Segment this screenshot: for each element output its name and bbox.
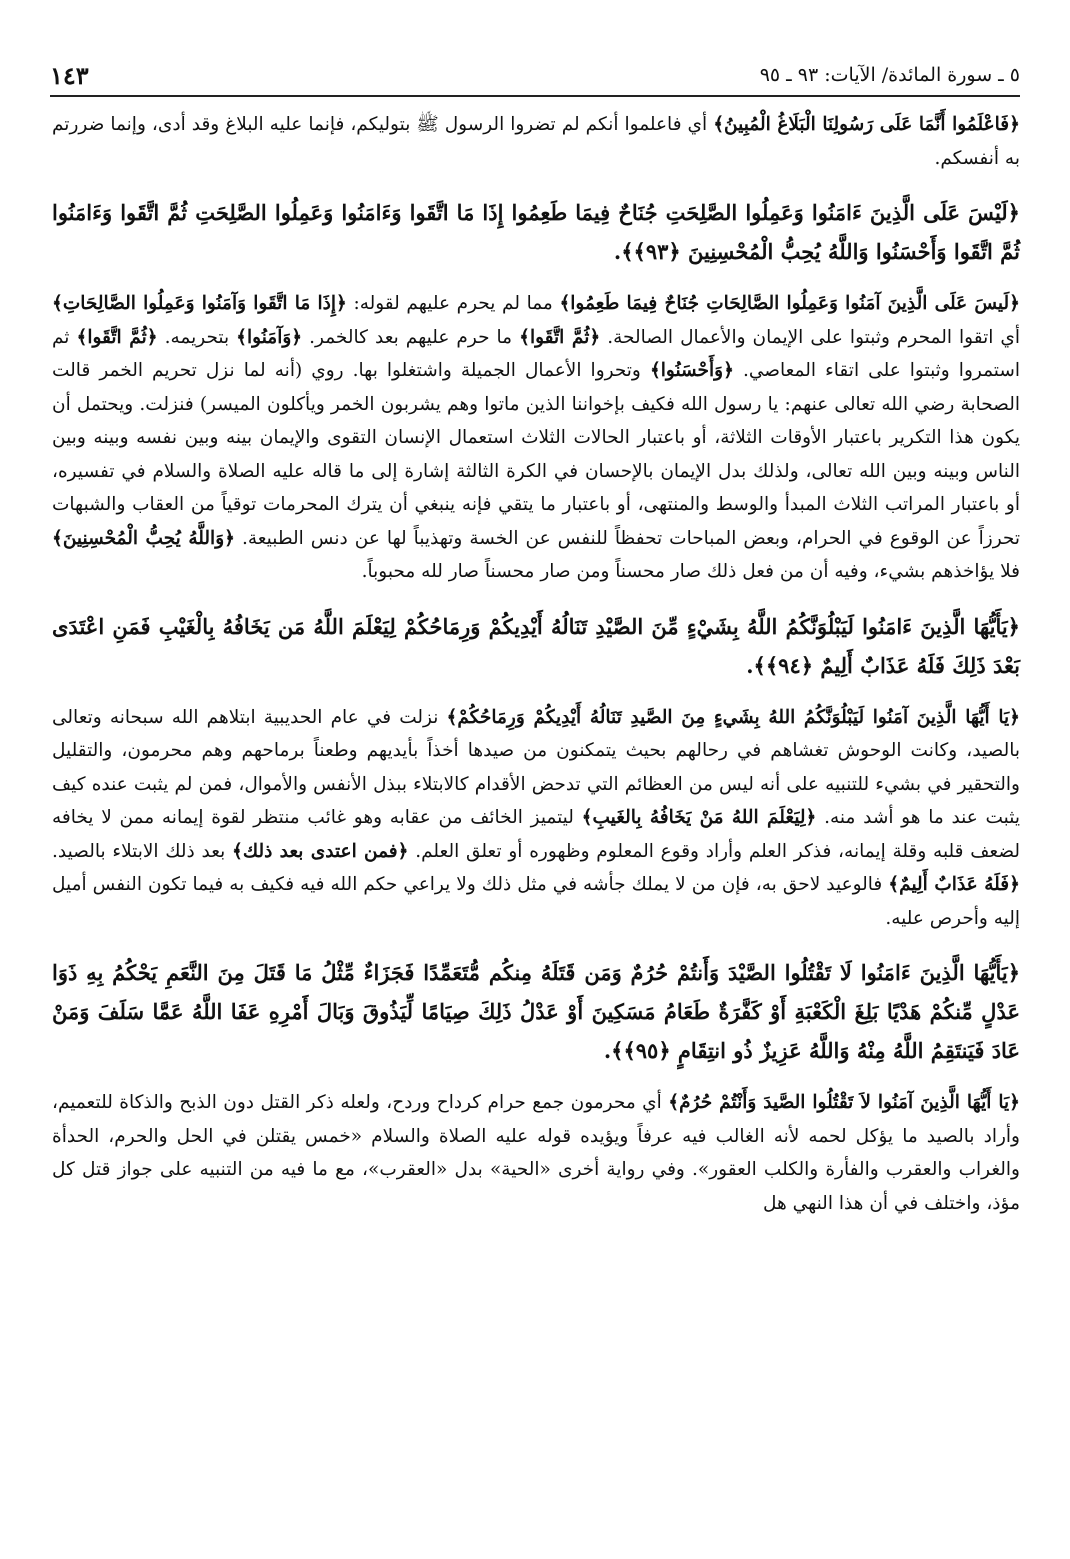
verse-93: ﴿لَيْسَ عَلَى الَّذِينَ ءَامَنُوا وَعَمِلُوا الصَّلِحَتِ جُنَاحٌ فِيمَا طَعِمُوا إِذَا مَا اتَّقَوا وَءَامَنُوا وَعَمِلُوا الصَّلِحَتِ ثُمَّ اتَّقَوا وَءَامَنُوا ثُمَّ اتَّقَوا وَأَحْسَنُوا وَاللَّهُ يُحِبُّ الْمُحْسِنِينَ ﴿٩٣﴾﴾. [52,200,1020,264]
quran-quote: ﴿يَا أَيُّهَا الَّذِينَ آمَنُوا لاَ تَقْتُلُوا الصَّيدَ وَأَنْتُمْ حُرُمٌ﴾ [668,1092,1020,1113]
quran-quote: ﴿وَاللَّهُ يُحِبُّ الْمُحْسِنِينَ﴾ [52,527,235,549]
commentary-text: بعد ذلك الابتلاء بالصيد. [52,840,233,862]
quran-quote: ﴿فمن اعتدى بعد ذلك﴾ [232,840,409,862]
quran-quote: ﴿يَا أَيُّهَا الَّذِينَ آمَنُوا لَيَبْلُوَنَّكُمُ اللهُ بِشَيءٍ مِنَ الصَّيدِ تَنَالُهُ أَيْدِيكُمْ وَرِمَاحُكُمْ﴾ [446,706,1020,728]
commentary-paragraph-4 [52,1086,1020,1220]
commentary-text: فالوعيد لاحق به، فإن من لا يملك جأشه في مثل ذلك ولا يراعي حكم الله فيه فكيف به فيما تكون النفس أميل إليه وأحرص عليه. [52,874,1020,929]
quran-quote: ﴿فَلَهُ عَذَابٌ أَلِيمٌ﴾ [888,874,1020,895]
verse-95: ﴿يَأَيُّهَا الَّذِينَ ءَامَنُوا لَا تَقْتُلُوا الصَّيْدَ وَأَنتُمْ حُرُمٌ وَمَن قَتَلَهُ مِنكُم مُّتَعَمِّدًا فَجَزَاءٌ مِّثْلُ مَا قَتَلَ مِنَ النَّعَمِ يَحْكُمُ بِهِ ذَوَا عَدْلٍ مِّنكُمْ هَدْيًا بَلِغَ الْكَعْبَةِ أَوْ كَفَّرَةٌ طَعَامُ مَسَكِينَ أَوْ عَدْلُ ذَلِكَ صِيَامًا لِّيَذُوقَ وَبَالَ أَمْرِهِ عَفَا اللَّهُ عَمَّا سَلَفَ وَمَنْ عَادَ فَيَنتَقِمُ اللَّهُ مِنْهُ وَاللَّهُ عَزِيزٌ ذُو انتِقَامٍ ﴿٩٥﴾﴾. [52,960,1020,1063]
commentary-text: ثم استمروا وثبتوا على اتقاء المعاصي. [52,326,1021,381]
quran-quote: ﴿ثُمَّ اتَّقَوا﴾ [76,326,158,348]
page-body [52,108,1020,1238]
commentary-paragraph-2 [52,287,1020,589]
commentary-text: ما حرم عليهم بعد كالخمر. [302,326,520,348]
quran-quote: ﴿فَاعْلَمُوا أَنَّمَا عَلَى رَسُولِنَا الْبَلَاغُ الْمُبِينُ﴾ [713,114,1020,135]
commentary-text: أي فاعلموا أنكم لم تضروا الرسول ﷺ بتوليكم، فإنما عليه البلاغ وقد أدى، وإنما ضررتم به أنفسكم. [52,114,1020,169]
commentary-paragraph-3 [52,701,1020,936]
commentary-text: أي محرمون جمع حرام كرداح وردح، ولعله ذكر القتل دون الذبح والذكاة للتعميم، وأراد بالصيد ما يؤكل لحمه لأنه الغالب فيه عرفاً ويؤيده قوله عليه الصلاة والسلام «خمس يقتلن في الحل والحرم، الحدأة والغراب والعقرب والفأرة والكلب العقور». وفي رواية أخرى «الحية» بدل «العقرب»، مع ما فيه من التنبيه على جواز قتل كل مؤذ، واختلف في أن هذا النهي هل [52,1092,1020,1214]
quran-quote: ﴿ثُمَّ اتَّقَوا﴾ [519,326,601,348]
quran-quote: ﴿وَأَحْسَنُوا﴾ [649,360,734,381]
verse-94: ﴿يَأَيُّهَا الَّذِينَ ءَامَنُوا لَيَبْلُوَنَّكُمُ اللَّهُ بِشَيْءٍ مِّنَ الصَّيْدِ تَنَالُهُ أَيْدِيكُمْ وَرِمَاحُكُمْ لِيَعْلَمَ اللَّهُ مَن يَخَافُهُ بِالْغَيْبِ فَمَنِ اعْتَدَى بَعْدَ ذَلِكَ فَلَهُ عَذَابٌ أَلِيمٌ ﴿٩٤﴾﴾. [52,613,1020,678]
commentary-text: فلا يؤاخذهم بشيء، وفيه أن من فعل ذلك صار محسناً ومن صار محسناً صار لله محبوباً. [361,561,1020,582]
commentary-text: نزلت في عام الحديبية ابتلاهم الله سبحانه وتعالى بالصيد، وكانت الوحوش تغشاهم في رحالهم بحيث يتمكنون من صيدها أخذاً بأيديهم وطعناً برماحهم وهم محرمون، والتقليل والتحقير في بشيء للتنبيه على أنه ليس من العظائم التي تدحض الأقدام كالابتلاء ببذل الأنفس والأموال، فمن لم يثبت عنده كيف يثبت عند ما هو أشد منه. [52,706,1020,828]
page-number: ١٤٣ [50,60,89,90]
quran-quote: ﴿وَآمَنُوا﴾ [236,326,303,348]
commentary-text: وتحروا الأعمال الجميلة واشتغلوا بها. روي (أنه لما نزل تحريم الخمر قالت الصحابة رضي الله تعالى عنهم: يا رسول الله فكيف بإخواننا الذين ماتوا وهم يشربون الخمر ويأكلون الميسر) فنزلت. ويحتمل أن يكون هذا التكرير باعتبار الأوقات الثلاثة، أو باعتبار الحالات الثلاث استعمال الإنسان التقوى والإيمان بينه وبين نفسه وبينه وبين الناس وبينه وبين الله تعالى، ولذلك بدل الإيمان بالإحسان في الكرة الثالثة إشارة إلى ما قاله عليه الصلاة والسلام في تفسيره، أو باعتبار المراتب الثلاث المبدأ والوسط والمنتهى، أو باعتبار ما يتقي فإنه ينبغي أن يترك المحرمات توقياً من العقاب والشبهات تحرزاً عن الوقوع في الحرام، وبعض المباحات تحفظاً للنفس عن الخسة وتهذيباً لها عن دنس الطبيعة. [52,360,1020,549]
page-header [50,55,1020,97]
commentary-paragraph-1 [52,108,1020,175]
commentary-text: ليتميز الخائف من عقابه وهو غائب منتظر لقوة إيمانه ممن لا يخافه لضعف قلبه وقلة إيمانه، فذكر العلم وأراد وقوع المعلوم وظهوره أو تعلق العلم. [52,807,1020,862]
quran-quote: ﴿لَيسَ عَلَى الَّذِينَ آمَنُوا وَعَمِلُوا الصَّالِحَاتِ جُنَاحٌ فِيمَا طَعِمُوا﴾ [559,293,1020,314]
commentary-text: بتحريمه. [157,326,237,348]
running-head: ٥ ـ سورة المائدة/ الآيات: ٩٣ ـ ٩٥ [759,64,1020,86]
quran-quote: ﴿لِيَعْلَمَ اللهُ مَنْ يَخَافُهُ بِالغَيبِ﴾ [581,807,817,828]
commentary-text: أي اتقوا المحرم وثبتوا على الإيمان والأعمال الصالحة. [600,326,1020,348]
commentary-text: مما لم يحرم عليهم لقوله: [346,293,560,314]
quran-quote: ﴿إِذَا مَا اتَّقَوا وَآمَنُوا وَعَمِلُوا الصَّالِحَاتِ﴾ [52,293,347,314]
